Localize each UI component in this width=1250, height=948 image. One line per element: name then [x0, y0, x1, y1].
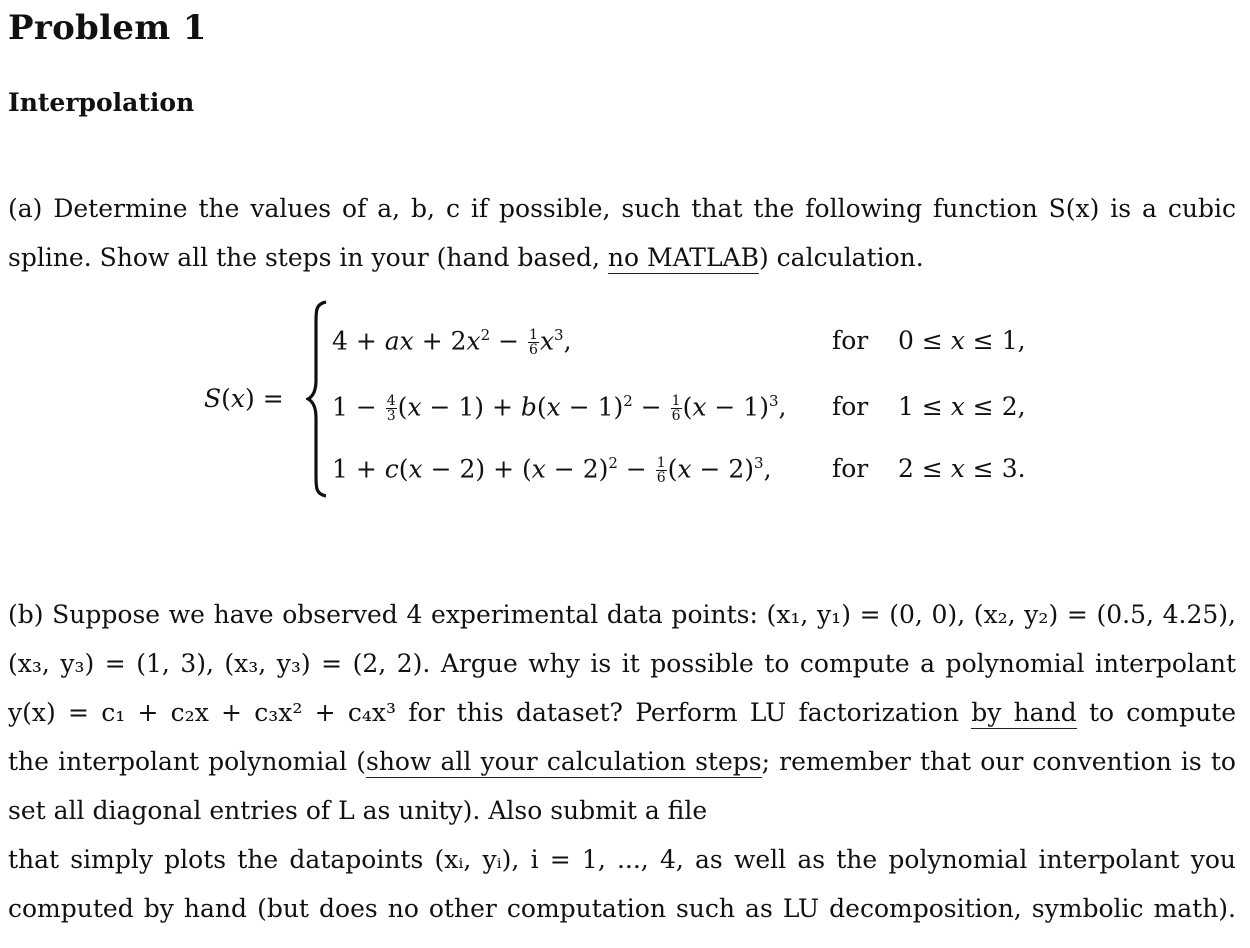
part-a-line-2-start: spline. Show all the steps in your (hand based, [8, 243, 608, 272]
spline-lhs: S(x) = [204, 384, 284, 413]
part-a-line-2 [8, 233, 1236, 282]
spline-case-3-cond: 2 ≤ x ≤ 3. [898, 454, 1026, 483]
spline-case-1-cond: 0 ≤ x ≤ 1, [898, 326, 1026, 355]
no-matlab-underlined: no MATLAB [607, 243, 759, 272]
part-b-line-3-end: to compute [1076, 698, 1237, 727]
part-b-line-3-start: y(x) = c₁ + c₂x + c₃x² + c₄x³ for this dataset? Perform LU factorization [8, 698, 972, 727]
problem-title: Problem 1 [8, 8, 207, 48]
show-steps-underlined: show all your calculation steps [366, 747, 762, 776]
spline-definition [0, 300, 1250, 500]
spline-case-3-expr: $1 + c(x - 2) + (x - 2)^2$ − $\frac{1}{6}$ $(x - 2)^3$, [332, 454, 772, 487]
spline-case-2-expr: 1 − $\frac{4}{3}$ $(x - 1) + b(x - 1)^2$ − $\frac{1}{6}$ $(x - 1)^3$, [332, 392, 787, 425]
part-a-line-1: (a) Determine the values of a, b, c if possible, such that the following function S(x) is a cubic [8, 194, 1236, 223]
part-b-line-6: that simply plots the datapoints (xᵢ, yᵢ), i = 1, ..., 4, as well as the polynomial interpolant you [8, 845, 1236, 874]
part-b-line-4 [8, 737, 1236, 786]
part-b-line-1: (b) Suppose we have observed 4 experimental data points: (x₁, y₁) = (0, 0), (x₂, y₂) = (0.5, 4.25), [8, 600, 1236, 629]
part-b-line-5: set all diagonal entries of L as unity). Also submit a file [8, 796, 708, 825]
spline-case-2-for: for [832, 392, 869, 421]
section-heading: Interpolation [8, 88, 195, 117]
part-b-line-4-end: ; remember that our convention is to [761, 747, 1236, 776]
part-b-line-7: computed by hand (but does no other computation such as LU decomposition, symbolic math). [8, 894, 1236, 923]
spline-case-1-for: for [832, 326, 869, 355]
by-hand-underlined: by hand [971, 698, 1077, 727]
left-brace-icon [306, 300, 328, 498]
spline-case-1-expr: 4 + ax + $2x^2$ − $\frac{1}{6}$ $x^3$, [332, 326, 572, 359]
part-b-line-3 [8, 688, 1236, 737]
part-b-line-4-start: the interpolant polynomial ( [8, 747, 366, 776]
spline-case-3-for: for [832, 454, 869, 483]
spline-case-2-cond: 1 ≤ x ≤ 2, [898, 392, 1026, 421]
part-b-line-2: (x₃, y₃) = (1, 3), (x₃, y₃) = (2, 2). Argue why is it possible to compute a polynomial interpolant [8, 649, 1236, 678]
part-b-paragraph [8, 590, 1236, 933]
part-a-paragraph [8, 184, 1236, 282]
part-a-line-2-end: ) calculation. [758, 243, 924, 272]
